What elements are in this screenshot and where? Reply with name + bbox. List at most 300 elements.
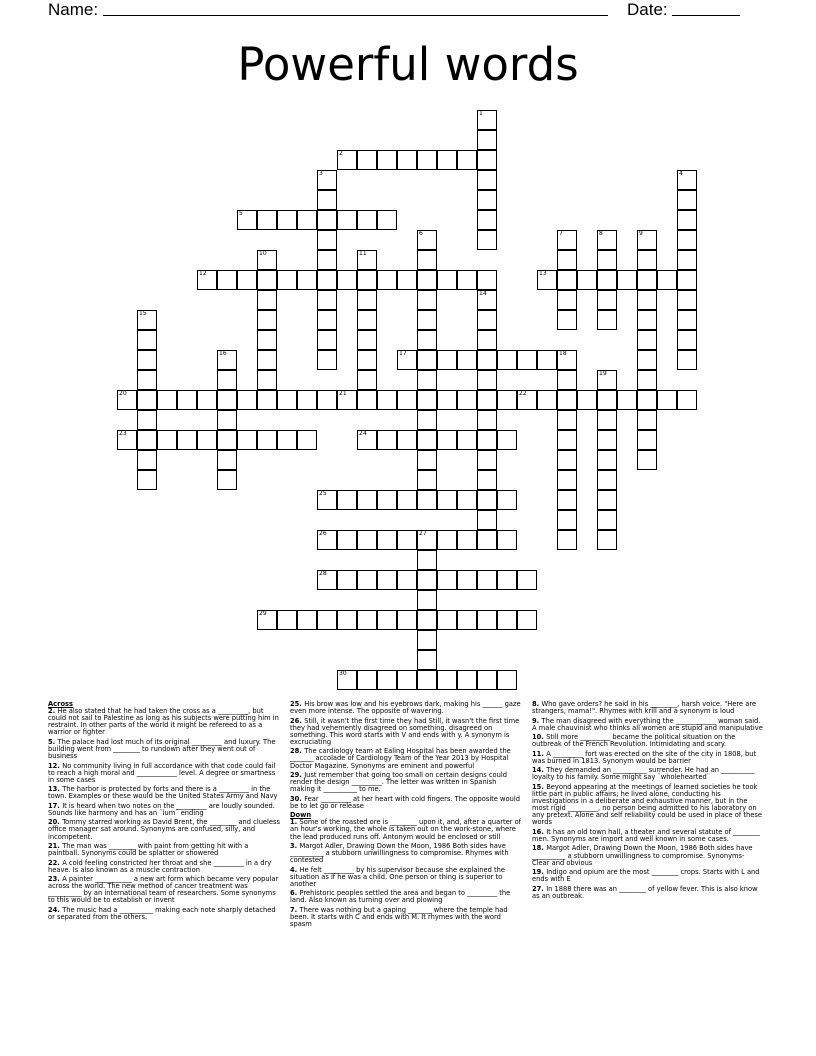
grid-cell[interactable] <box>217 370 237 390</box>
clue-text: Margot Adler, Drawing Down the Moon, 1986 Both sides have __________ a stubborn unwillingness to compromise. Synonyms- Clear and obvious <box>532 844 753 867</box>
grid-cell[interactable] <box>197 430 217 450</box>
grid-cell[interactable] <box>337 270 357 290</box>
grid-cell[interactable] <box>217 350 237 370</box>
grid-cell[interactable] <box>217 270 237 290</box>
grid-cell[interactable] <box>517 610 537 630</box>
clue-number: 4. <box>290 865 300 874</box>
grid-cell[interactable] <box>677 170 697 190</box>
grid-cell[interactable] <box>437 570 457 590</box>
grid-cell[interactable] <box>197 390 217 410</box>
grid-cell[interactable] <box>357 390 377 410</box>
grid-cell[interactable] <box>357 350 377 370</box>
grid-cell[interactable] <box>117 430 137 450</box>
grid-cell[interactable] <box>457 490 477 510</box>
grid-cell[interactable] <box>417 470 437 490</box>
grid-cell[interactable] <box>137 450 157 470</box>
grid-cell[interactable] <box>357 270 377 290</box>
grid-cell[interactable] <box>457 270 477 290</box>
grid-cell[interactable] <box>377 530 397 550</box>
grid-cell[interactable] <box>417 270 437 290</box>
grid-cell[interactable] <box>437 670 457 690</box>
down-clue <box>532 767 764 781</box>
grid-cell[interactable] <box>497 570 517 590</box>
grid-cell[interactable] <box>357 530 377 550</box>
grid-cell[interactable] <box>417 630 437 650</box>
grid-cell[interactable] <box>457 670 477 690</box>
across-clue <box>290 701 522 715</box>
grid-cell[interactable] <box>597 270 617 290</box>
grid-cell[interactable] <box>477 210 497 230</box>
grid-cell[interactable] <box>317 210 337 230</box>
grid-cell[interactable] <box>397 390 417 410</box>
grid-cell[interactable] <box>257 330 277 350</box>
grid-cell[interactable] <box>477 450 497 470</box>
grid-cell[interactable] <box>677 270 697 290</box>
grid-cell[interactable] <box>337 610 357 630</box>
grid-cell[interactable] <box>677 210 697 230</box>
grid-cell[interactable] <box>137 350 157 370</box>
grid-cell[interactable] <box>437 490 457 510</box>
grid-cell[interactable] <box>217 430 237 450</box>
grid-cell[interactable] <box>397 430 417 450</box>
grid-cell[interactable] <box>597 430 617 450</box>
grid-cell[interactable] <box>317 490 337 510</box>
grid-cell[interactable] <box>497 530 517 550</box>
clue-number: 17 <box>399 350 407 357</box>
grid-cell[interactable] <box>337 210 357 230</box>
grid-cell[interactable] <box>317 610 337 630</box>
grid-cell[interactable] <box>497 610 517 630</box>
grid-cell[interactable] <box>157 390 177 410</box>
grid-cell[interactable] <box>337 670 357 690</box>
grid-cell[interactable] <box>257 350 277 370</box>
grid-cell[interactable] <box>517 390 537 410</box>
clue-number: 15 <box>139 310 147 317</box>
grid-cell[interactable] <box>517 350 537 370</box>
grid-cell[interactable] <box>377 610 397 630</box>
grid-cell[interactable] <box>557 470 577 490</box>
clue-text: Who gave orders? he said in his ________, harsh voice. "Here are strangers, mama!". Rhymes with krill and a synonym is loud <box>532 700 757 716</box>
clue-text: Still more _________ became the political situation on the outbreak of the French Revolution. Intimidating and scary. <box>532 733 736 749</box>
grid-cell[interactable] <box>317 190 337 210</box>
grid-cell[interactable] <box>137 310 157 330</box>
grid-cell[interactable] <box>297 270 317 290</box>
grid-cell[interactable] <box>357 670 377 690</box>
grid-cell[interactable] <box>397 570 417 590</box>
grid-cell[interactable] <box>417 390 437 410</box>
grid-cell[interactable] <box>417 610 437 630</box>
clue-number: 12 <box>199 270 207 277</box>
grid-cell[interactable] <box>437 610 457 630</box>
clue-text: The cardiology team at Ealing Hospital has been awarded the _______ accolade of Cardiology Team of the Year 2013 by Hospital Doctor Magazine. Synonyms are eminent and powerful <box>290 747 511 770</box>
grid-cell[interactable] <box>317 270 337 290</box>
grid-cell[interactable] <box>537 270 557 290</box>
grid-cell[interactable] <box>277 610 297 630</box>
grid-cell[interactable] <box>217 390 237 410</box>
grid-cell[interactable] <box>117 390 137 410</box>
grid-cell[interactable] <box>497 350 517 370</box>
grid-cell[interactable] <box>357 150 377 170</box>
grid-cell[interactable] <box>257 250 277 270</box>
grid-cell[interactable] <box>597 490 617 510</box>
clue-number: 11. <box>532 749 547 758</box>
grid-cell[interactable] <box>477 310 497 330</box>
grid-cell[interactable] <box>317 530 337 550</box>
grid-cell[interactable] <box>597 290 617 310</box>
grid-cell[interactable] <box>417 430 437 450</box>
grid-cell[interactable] <box>677 350 697 370</box>
grid-cell[interactable] <box>477 410 497 430</box>
grid-cell[interactable] <box>357 570 377 590</box>
clue-text: No community living in full accordance with that code could fail to reach a high moral and ____________ level. A degree or smartness in some cases <box>48 761 276 784</box>
grid-cell[interactable] <box>637 250 657 270</box>
grid-cell[interactable] <box>137 430 157 450</box>
grid-cell[interactable] <box>357 290 377 310</box>
grid-cell[interactable] <box>577 390 597 410</box>
grid-cell[interactable] <box>297 610 317 630</box>
grid-cell[interactable] <box>617 270 637 290</box>
grid-cell[interactable] <box>417 330 437 350</box>
grid-cell[interactable] <box>477 490 497 510</box>
down-clue <box>532 784 764 827</box>
grid-cell[interactable] <box>657 270 677 290</box>
grid-cell[interactable] <box>677 230 697 250</box>
grid-cell[interactable] <box>257 310 277 330</box>
grid-cell[interactable] <box>477 570 497 590</box>
grid-cell[interactable] <box>377 570 397 590</box>
grid-cell[interactable] <box>417 350 437 370</box>
grid-cell[interactable] <box>597 470 617 490</box>
grid-cell[interactable] <box>557 290 577 310</box>
grid-cell[interactable] <box>677 190 697 210</box>
grid-cell[interactable] <box>617 390 637 410</box>
grid-cell[interactable] <box>297 390 317 410</box>
grid-cell[interactable] <box>317 290 337 310</box>
clue-number: 8 <box>599 230 603 237</box>
grid-cell[interactable] <box>317 350 337 370</box>
grid-cell[interactable] <box>637 330 657 350</box>
grid-cell[interactable] <box>357 310 377 330</box>
clue-text: Beyond appearing at the meetings of learned societies he took little part in public affairs; he lived alone, conducting his investigations in a deliberate and exhaustive manner, but in the most rigid _________, no person being admitted to his laboratory on any pretext. Alone and self reliability could be used in place of these words <box>532 782 762 827</box>
grid-cell[interactable] <box>597 370 617 390</box>
grid-cell[interactable] <box>417 290 437 310</box>
grid-cell[interactable] <box>317 310 337 330</box>
grid-cell[interactable] <box>597 450 617 470</box>
clue-number: 25. <box>290 700 305 708</box>
grid-cell[interactable] <box>177 390 197 410</box>
grid-cell[interactable] <box>437 430 457 450</box>
grid-cell[interactable] <box>477 170 497 190</box>
clue-number: 3. <box>290 842 300 851</box>
grid-cell[interactable] <box>457 610 477 630</box>
grid-cell[interactable] <box>377 270 397 290</box>
grid-cell[interactable] <box>477 290 497 310</box>
grid-cell[interactable] <box>477 330 497 350</box>
grid-cell[interactable] <box>137 330 157 350</box>
down-clue <box>532 829 764 843</box>
grid-cell[interactable] <box>377 430 397 450</box>
clue-column-3 <box>532 701 764 902</box>
clue-text: It has an old town hall, a theater and several statute of ________ men. Synonyms are import and well known in some cases. <box>532 827 760 843</box>
grid-cell[interactable] <box>537 350 557 370</box>
grid-cell[interactable] <box>417 150 437 170</box>
grid-cell[interactable] <box>257 390 277 410</box>
grid-cell[interactable] <box>557 350 577 370</box>
grid-cell[interactable] <box>417 230 437 250</box>
grid-cell[interactable] <box>477 130 497 150</box>
grid-cell[interactable] <box>397 490 417 510</box>
grid-cell[interactable] <box>217 470 237 490</box>
grid-cell[interactable] <box>357 330 377 350</box>
grid-cell[interactable] <box>457 430 477 450</box>
grid-cell[interactable] <box>457 150 477 170</box>
down-clue <box>290 819 522 840</box>
down-clue <box>290 890 522 904</box>
clue-text: The man disagreed with everything the ____________ woman said. A male chauvinist who thinks all women are stupid and manipulative <box>532 716 763 732</box>
grid-cell[interactable] <box>337 530 357 550</box>
grid-cell[interactable] <box>417 250 437 270</box>
grid-cell[interactable] <box>397 350 417 370</box>
grid-cell[interactable] <box>397 270 417 290</box>
grid-cell[interactable] <box>597 510 617 530</box>
clue-number: 25 <box>319 490 327 497</box>
grid-cell[interactable] <box>257 430 277 450</box>
grid-cell[interactable] <box>357 370 377 390</box>
clue-number: 21 <box>339 390 347 397</box>
clue-number: 24. <box>48 905 63 914</box>
grid-cell[interactable] <box>477 470 497 490</box>
grid-cell[interactable] <box>477 230 497 250</box>
clue-number: 23 <box>119 430 127 437</box>
grid-cell[interactable] <box>217 410 237 430</box>
grid-cell[interactable] <box>457 350 477 370</box>
grid-cell[interactable] <box>357 250 377 270</box>
grid-cell[interactable] <box>417 490 437 510</box>
grid-cell[interactable] <box>597 530 617 550</box>
grid-cell[interactable] <box>417 310 437 330</box>
grid-cell[interactable] <box>477 530 497 550</box>
across-clue <box>48 876 280 904</box>
clue-text: The palace had lost much of its original _________ and luxury. The building went from ________ to rundown after they went out of business <box>48 737 276 761</box>
grid-cell[interactable] <box>597 310 617 330</box>
grid-cell[interactable] <box>317 570 337 590</box>
grid-cell[interactable] <box>557 250 577 270</box>
grid-cell[interactable] <box>677 290 697 310</box>
grid-cell[interactable] <box>477 350 497 370</box>
grid-cell[interactable] <box>477 370 497 390</box>
grid-cell[interactable] <box>417 530 437 550</box>
grid-cell[interactable] <box>417 410 437 430</box>
grid-cell[interactable] <box>457 390 477 410</box>
grid-cell[interactable] <box>677 330 697 350</box>
grid-cell[interactable] <box>257 290 277 310</box>
clue-text: Some of the roasted ore is ________ upon it, and, after a quarter of an hour's working, the whole is taken out on the work-stone, where the lead produced runs off. Antonym would be enclosed or still <box>290 818 522 841</box>
grid-cell[interactable] <box>557 370 577 390</box>
grid-cell[interactable] <box>477 270 497 290</box>
grid-cell[interactable] <box>197 270 217 290</box>
grid-cell[interactable] <box>637 370 657 390</box>
clue-number: 15. <box>532 782 547 791</box>
grid-cell[interactable] <box>577 270 597 290</box>
grid-cell[interactable] <box>377 210 397 230</box>
clue-text: Just remember that going too small on certain designs could render the design _________. The letter was written in Spanish making it __________ to me. <box>290 771 507 794</box>
grid-cell[interactable] <box>337 150 357 170</box>
grid-cell[interactable] <box>637 230 657 250</box>
clue-number: 19 <box>599 370 607 377</box>
clue-number: 20 <box>119 390 127 397</box>
grid-cell[interactable] <box>257 370 277 390</box>
grid-cell[interactable] <box>357 430 377 450</box>
grid-cell[interactable] <box>257 270 277 290</box>
grid-cell[interactable] <box>477 670 497 690</box>
grid-cell[interactable] <box>497 490 517 510</box>
across-clue <box>290 772 522 793</box>
grid-cell[interactable] <box>397 610 417 630</box>
grid-cell[interactable] <box>517 570 537 590</box>
clue-number: 5 <box>239 210 243 217</box>
grid-cell[interactable] <box>557 490 577 510</box>
grid-cell[interactable] <box>537 390 557 410</box>
grid-cell[interactable] <box>317 170 337 190</box>
across-clue <box>290 796 522 810</box>
grid-cell[interactable] <box>337 570 357 590</box>
across-heading: Across <box>48 700 73 708</box>
clue-number: 26. <box>290 716 305 725</box>
grid-cell[interactable] <box>317 330 337 350</box>
grid-cell[interactable] <box>597 410 617 430</box>
down-clue <box>290 843 522 864</box>
clue-column-1 <box>48 701 280 924</box>
grid-cell[interactable] <box>277 210 297 230</box>
grid-cell[interactable] <box>477 610 497 630</box>
grid-cell[interactable] <box>237 270 257 290</box>
grid-cell[interactable] <box>377 490 397 510</box>
grid-cell[interactable] <box>437 530 457 550</box>
grid-cell[interactable] <box>157 430 177 450</box>
clue-number: 27. <box>532 884 547 893</box>
grid-cell[interactable] <box>477 390 497 410</box>
grid-cell[interactable] <box>677 310 697 330</box>
grid-cell[interactable] <box>437 270 457 290</box>
grid-cell[interactable] <box>637 310 657 330</box>
grid-cell[interactable] <box>557 410 577 430</box>
grid-cell[interactable] <box>377 670 397 690</box>
grid-cell[interactable] <box>637 410 657 430</box>
grid-cell[interactable] <box>457 570 477 590</box>
grid-cell[interactable] <box>137 410 157 430</box>
grid-cell[interactable] <box>257 210 277 230</box>
clue-text: A painter ___________ a new art form which became very popular across the world. The new method of cancer treatment was __________ by an international team of researchers. Some synonyms to this would be to establish or invent <box>48 875 279 905</box>
grid-cell[interactable] <box>477 110 497 130</box>
grid-cell[interactable] <box>337 390 357 410</box>
grid-cell[interactable] <box>297 430 317 450</box>
grid-cell[interactable] <box>497 670 517 690</box>
grid-cell[interactable] <box>377 150 397 170</box>
grid-cell[interactable] <box>437 150 457 170</box>
grid-cell[interactable] <box>597 250 617 270</box>
grid-cell[interactable] <box>477 190 497 210</box>
grid-cell[interactable] <box>637 270 657 290</box>
grid-cell[interactable] <box>637 390 657 410</box>
grid-cell[interactable] <box>297 210 317 230</box>
grid-cell[interactable] <box>657 390 677 410</box>
grid-cell[interactable] <box>417 550 437 570</box>
grid-cell[interactable] <box>277 430 297 450</box>
grid-cell[interactable] <box>497 430 517 450</box>
grid-cell[interactable] <box>477 430 497 450</box>
grid-cell[interactable] <box>597 390 617 410</box>
grid-cell[interactable] <box>417 450 437 470</box>
grid-cell[interactable] <box>557 430 577 450</box>
grid-cell[interactable] <box>417 650 437 670</box>
grid-cell[interactable] <box>337 490 357 510</box>
grid-cell[interactable] <box>237 430 257 450</box>
clue-text: The music had a __________ making each note sharply detached or separated from the others. <box>48 905 276 922</box>
grid-cell[interactable] <box>317 250 337 270</box>
grid-cell[interactable] <box>457 530 477 550</box>
clue-number: 17. <box>48 801 63 810</box>
grid-cell[interactable] <box>137 370 157 390</box>
grid-cell[interactable] <box>557 510 577 530</box>
grid-cell[interactable] <box>137 470 157 490</box>
grid-cell[interactable] <box>637 350 657 370</box>
grid-cell[interactable] <box>177 430 197 450</box>
grid-cell[interactable] <box>677 390 697 410</box>
grid-cell[interactable] <box>237 210 257 230</box>
grid-cell[interactable] <box>417 670 437 690</box>
grid-cell[interactable] <box>637 430 657 450</box>
grid-cell[interactable] <box>417 370 437 390</box>
grid-cell[interactable] <box>477 510 497 530</box>
grid-cell[interactable] <box>357 210 377 230</box>
grid-cell[interactable] <box>377 390 397 410</box>
clue-number: 7 <box>559 230 563 237</box>
grid-cell[interactable] <box>357 490 377 510</box>
grid-cell[interactable] <box>217 450 237 470</box>
grid-cell[interactable] <box>137 390 157 410</box>
grid-cell[interactable] <box>257 610 277 630</box>
grid-cell[interactable] <box>597 230 617 250</box>
grid-cell[interactable] <box>437 390 457 410</box>
grid-cell[interactable] <box>557 270 577 290</box>
clue-number: 3 <box>319 170 323 177</box>
grid-cell[interactable] <box>637 290 657 310</box>
grid-cell[interactable] <box>557 310 577 330</box>
grid-cell[interactable] <box>417 570 437 590</box>
grid-cell[interactable] <box>397 530 417 550</box>
grid-cell[interactable] <box>477 150 497 170</box>
grid-cell[interactable] <box>317 230 337 250</box>
grid-cell[interactable] <box>397 670 417 690</box>
grid-cell[interactable] <box>317 390 337 410</box>
grid-cell[interactable] <box>557 450 577 470</box>
grid-cell[interactable] <box>277 390 297 410</box>
grid-cell[interactable] <box>557 530 577 550</box>
grid-cell[interactable] <box>677 250 697 270</box>
across-clue <box>48 860 280 874</box>
grid-cell[interactable] <box>237 390 257 410</box>
grid-cell[interactable] <box>557 390 577 410</box>
grid-cell[interactable] <box>277 270 297 290</box>
grid-cell[interactable] <box>437 350 457 370</box>
grid-cell[interactable] <box>397 150 417 170</box>
grid-cell[interactable] <box>417 590 437 610</box>
grid-cell[interactable] <box>497 390 517 410</box>
clue-number: 4 <box>679 170 683 177</box>
grid-cell[interactable] <box>637 450 657 470</box>
grid-cell[interactable] <box>557 230 577 250</box>
grid-cell[interactable] <box>357 610 377 630</box>
